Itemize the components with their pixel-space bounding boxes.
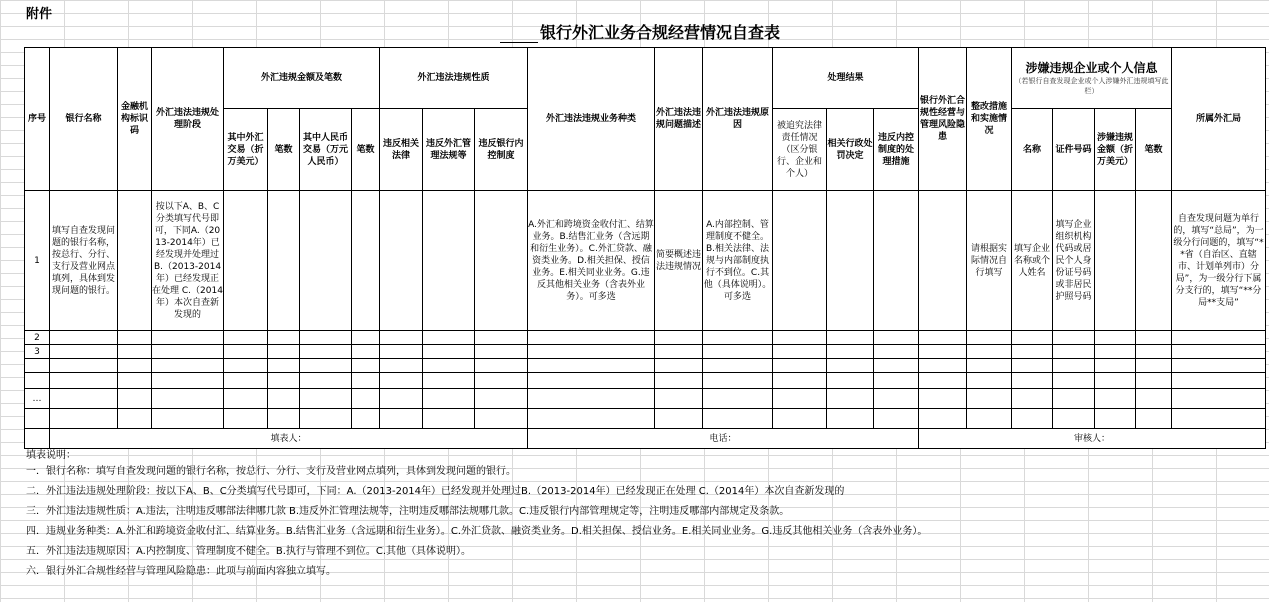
table-cell[interactable] <box>268 373 300 389</box>
note-line: 填表说明： <box>26 450 76 461</box>
table-cell[interactable] <box>773 409 827 429</box>
col-admin-penalty: 相关行政处罚决定 <box>827 109 874 191</box>
example-rmb-amount[interactable] <box>300 191 352 331</box>
filler-label: 填表人： <box>50 429 528 449</box>
col-nature-law: 违反相关法律 <box>380 109 423 191</box>
table-cell[interactable] <box>919 373 967 389</box>
table-cell[interactable] <box>1136 331 1172 345</box>
table-cell[interactable] <box>50 389 118 409</box>
table-cell[interactable] <box>1172 331 1266 345</box>
table-cell[interactable] <box>352 389 380 409</box>
example-nature-internal[interactable] <box>475 191 528 331</box>
table-cell[interactable] <box>475 389 528 409</box>
table-cell[interactable] <box>1053 359 1095 373</box>
row-number <box>25 359 50 373</box>
table-cell[interactable] <box>475 373 528 389</box>
example-involved-id[interactable]: 填写企业组织机构代码或居民个人身份证号码或非居民护照号码 <box>1053 191 1095 331</box>
table-row <box>25 389 1266 409</box>
note-line: 六．银行外汇合规性经营与管理风险隐患：此项与前面内容独立填写。 <box>26 566 336 577</box>
table-cell[interactable] <box>268 331 300 345</box>
col-fx-count: 笔数 <box>268 109 300 191</box>
table-row <box>25 359 1266 373</box>
row-number <box>25 409 50 429</box>
example-problem-desc[interactable]: 简要概述违法违规情况 <box>655 191 703 331</box>
table-cell[interactable] <box>1095 389 1136 409</box>
col-business-type: 外汇违法违规业务种类 <box>528 48 655 191</box>
col-problem-desc: 外汇违法违规问题描述 <box>655 48 703 191</box>
instructions <box>26 449 1256 585</box>
table-cell[interactable] <box>528 373 655 389</box>
table-cell[interactable] <box>1136 389 1172 409</box>
table-cell[interactable] <box>152 409 224 429</box>
table-cell[interactable] <box>528 331 655 345</box>
table-cell[interactable] <box>1012 359 1053 373</box>
table-cell[interactable] <box>300 345 352 359</box>
table-cell[interactable] <box>874 359 919 373</box>
example-business-type[interactable]: A.外汇和跨境资金收付汇、结算业务。B.结售汇业务（含远期和衍生业务）。C.外汇贷款、融资类业务。D.相关担保、授信业务。E.相关同业业务。G.违反其他相关业务（含表外业务）。可多选 <box>528 191 655 331</box>
reviewer-label: 审核人： <box>919 429 1266 449</box>
table-cell[interactable] <box>827 409 874 429</box>
table-row <box>25 345 1266 359</box>
table-cell[interactable] <box>268 389 300 409</box>
table-cell[interactable] <box>655 331 703 345</box>
involved-group-note: （若银行自查发现企业或个人涉嫌外汇违规填写此栏） <box>1014 76 1169 95</box>
table-cell[interactable] <box>300 331 352 345</box>
table-cell[interactable] <box>827 331 874 345</box>
table-cell[interactable] <box>423 331 475 345</box>
table-cell[interactable] <box>380 389 423 409</box>
note-line: 四．违规业务种类：A.外汇和跨境资金收付汇、结算业务。B.结售汇业务（含远期和衍生业务）。C.外汇贷款、融资类业务。D.相关担保、授信业务。E.相关同业业务。G.违反其他相关业务（含表外业务）。 <box>26 526 928 537</box>
col-involved-group <box>1012 48 1172 109</box>
table-cell[interactable] <box>827 359 874 373</box>
table-cell[interactable] <box>874 373 919 389</box>
table-row <box>25 373 1266 389</box>
example-nature-law[interactable] <box>380 191 423 331</box>
table-cell[interactable] <box>224 345 268 359</box>
table-cell[interactable] <box>1053 345 1095 359</box>
table-cell[interactable] <box>1136 409 1172 429</box>
example-involved-name[interactable]: 填写企业名称或个人姓名 <box>1012 191 1053 331</box>
table-cell[interactable] <box>1012 373 1053 389</box>
table-cell[interactable] <box>874 409 919 429</box>
table-cell[interactable] <box>118 373 152 389</box>
table-cell[interactable] <box>50 331 118 345</box>
table-cell[interactable] <box>423 409 475 429</box>
table-cell[interactable] <box>475 345 528 359</box>
table-cell[interactable] <box>268 345 300 359</box>
table-cell[interactable] <box>655 345 703 359</box>
table-cell[interactable] <box>1172 359 1266 373</box>
example-bank-name[interactable]: 填写自查发现问题的银行名称，按总行、分行、支行及营业网点填列，具体到发现问题的银行。 <box>50 191 118 331</box>
table-cell[interactable] <box>352 359 380 373</box>
example-row <box>25 191 1266 331</box>
col-result-group: 处理结果 <box>773 48 919 109</box>
table-cell[interactable] <box>118 359 152 373</box>
table-cell[interactable] <box>1095 409 1136 429</box>
table-cell[interactable] <box>224 409 268 429</box>
table-cell[interactable] <box>423 373 475 389</box>
example-risk[interactable] <box>919 191 967 331</box>
bank-name-blank[interactable] <box>500 28 538 43</box>
table-cell[interactable] <box>152 331 224 345</box>
table-cell[interactable] <box>773 331 827 345</box>
col-inst-code: 金融机构标识码 <box>118 48 152 191</box>
footer-row <box>25 429 1266 449</box>
table-cell[interactable] <box>528 345 655 359</box>
table-cell[interactable] <box>703 389 773 409</box>
footer-seq <box>25 429 50 449</box>
note-line: 二．外汇违法违规处理阶段：按以下A、B、C分类填写代号即可，下同：A.（2013-2014年）已经发现并处理过B.（2013-2014年）已经发现正在处理 C.（2014年）本次自查新发现的 <box>26 486 845 497</box>
example-fx-amount[interactable] <box>224 191 268 331</box>
table-cell[interactable] <box>827 373 874 389</box>
involved-group-title: 涉嫌违规企业或个人信息 <box>1025 60 1158 75</box>
table-cell[interactable] <box>1095 359 1136 373</box>
table-cell[interactable] <box>50 345 118 359</box>
example-nature-fx-rules[interactable] <box>423 191 475 331</box>
table-cell[interactable] <box>773 345 827 359</box>
table-cell[interactable] <box>300 359 352 373</box>
example-branch[interactable]: 自查发现问题为单行的，填写“总局”，为一级分行问题的，填写“**省（自治区、直辖市、计划单列市）分局”，为一级分行下属分支行的，填写“**分局**支局” <box>1172 191 1266 331</box>
table-cell[interactable] <box>1012 389 1053 409</box>
example-cause[interactable]: A.内部控制、管理制度不健全。B.相关法律、法规与内部制度执行不到位。C.其他（具体说明）。可多选 <box>703 191 773 331</box>
table-cell[interactable] <box>380 373 423 389</box>
col-involved-name: 名称 <box>1012 109 1053 191</box>
col-involved-count: 笔数 <box>1136 109 1172 191</box>
note-line: 一．银行名称：填写自查发现问题的银行名称，按总行、分行、支行及营业网点填列，具体到发现问题的银行。 <box>26 466 516 477</box>
table-cell[interactable] <box>874 389 919 409</box>
table-row <box>25 409 1266 429</box>
row-number: … <box>25 389 50 409</box>
table-cell[interactable] <box>1012 409 1053 429</box>
table-cell[interactable] <box>423 389 475 409</box>
col-amount-group: 外汇违规金额及笔数 <box>224 48 380 109</box>
table-cell[interactable] <box>300 409 352 429</box>
table-cell[interactable] <box>703 345 773 359</box>
table-cell[interactable] <box>1136 359 1172 373</box>
table-cell[interactable] <box>224 331 268 345</box>
table-cell[interactable] <box>300 373 352 389</box>
table-cell[interactable] <box>655 409 703 429</box>
table-cell[interactable] <box>50 373 118 389</box>
table-cell[interactable] <box>152 345 224 359</box>
example-fx-count[interactable] <box>268 191 300 331</box>
table-cell[interactable] <box>1172 409 1266 429</box>
form-title <box>300 20 980 43</box>
table-cell[interactable] <box>874 345 919 359</box>
table-cell[interactable] <box>773 359 827 373</box>
table-cell[interactable] <box>773 389 827 409</box>
example-accountability[interactable] <box>773 191 827 331</box>
example-involved-amount[interactable] <box>1095 191 1136 331</box>
example-inst-code[interactable] <box>118 191 152 331</box>
table-cell[interactable] <box>1053 331 1095 345</box>
table-cell[interactable] <box>268 359 300 373</box>
table-cell[interactable] <box>1095 331 1136 345</box>
table-cell[interactable] <box>967 389 1012 409</box>
table-cell[interactable] <box>703 359 773 373</box>
example-admin-penalty[interactable] <box>827 191 874 331</box>
table-cell[interactable] <box>703 331 773 345</box>
note-line: 三．外汇违法违规性质：A.违法，注明违反哪部法律哪几款 B.违反外汇管理法规等，注明违反哪部法规哪几款。C.违反银行内部管理规定等，注明违反哪部内部规定及条款。 <box>26 506 790 517</box>
table-cell[interactable] <box>919 331 967 345</box>
col-nature-internal: 违反银行内控制度 <box>475 109 528 191</box>
row-number: 3 <box>25 345 50 359</box>
table-cell[interactable] <box>967 409 1012 429</box>
table-cell[interactable] <box>224 373 268 389</box>
col-nature-fx-rules: 违反外汇管理法规等 <box>423 109 475 191</box>
table-cell[interactable] <box>773 373 827 389</box>
table-cell[interactable] <box>919 345 967 359</box>
table-cell[interactable] <box>380 331 423 345</box>
col-accountability: 被追究法律责任情况（区分银行、企业和个人） <box>773 109 827 191</box>
table-cell[interactable] <box>352 373 380 389</box>
table-cell[interactable] <box>703 409 773 429</box>
col-fx-amount: 其中外汇交易（折万美元） <box>224 109 268 191</box>
self-check-table <box>24 47 1266 449</box>
example-internal-measures[interactable] <box>874 191 919 331</box>
table-cell[interactable] <box>967 373 1012 389</box>
table-cell[interactable] <box>380 345 423 359</box>
table-cell[interactable] <box>1136 373 1172 389</box>
example-rectification[interactable]: 请根据实际情况自行填写 <box>967 191 1012 331</box>
phone-label: 电话： <box>528 429 919 449</box>
col-involved-amount: 涉嫌违规金额（折万美元） <box>1095 109 1136 191</box>
table-cell[interactable] <box>423 359 475 373</box>
attachment-label: 附件 <box>26 7 53 22</box>
table-cell[interactable] <box>1172 389 1266 409</box>
table-cell[interactable] <box>967 359 1012 373</box>
table-cell[interactable] <box>827 389 874 409</box>
table-cell[interactable] <box>528 409 655 429</box>
table-cell[interactable] <box>352 409 380 429</box>
table-cell[interactable] <box>1012 331 1053 345</box>
table-cell[interactable] <box>352 345 380 359</box>
table-cell[interactable] <box>1095 373 1136 389</box>
example-stage[interactable]: 按以下A、B、C分类填写代号即可，下同A.（2013-2014年）已经发现并处理过B.（2013-2014年）已经发现正在处理 C.（2014年）本次自查新发现的 <box>152 191 224 331</box>
table-cell[interactable] <box>655 373 703 389</box>
table-cell[interactable] <box>827 345 874 359</box>
col-bank-name: 银行名称 <box>50 48 118 191</box>
table-cell[interactable] <box>1172 373 1266 389</box>
col-cause: 外汇违法违规原因 <box>703 48 773 191</box>
note-line: 五．外汇违法违规原因：A.内控制度、管理制度不健全。B.执行与管理不到位。C.其他（具体说明）。 <box>26 546 472 557</box>
table-cell[interactable] <box>1172 345 1266 359</box>
table-cell[interactable] <box>475 409 528 429</box>
table-cell[interactable] <box>919 409 967 429</box>
row-number <box>25 373 50 389</box>
table-cell[interactable] <box>1136 345 1172 359</box>
table-cell[interactable] <box>919 359 967 373</box>
example-seq: 1 <box>25 191 50 331</box>
table-cell[interactable] <box>1095 345 1136 359</box>
table-cell[interactable] <box>50 359 118 373</box>
table-cell[interactable] <box>118 345 152 359</box>
table-cell[interactable] <box>352 331 380 345</box>
example-involved-count[interactable] <box>1136 191 1172 331</box>
row-number: 2 <box>25 331 50 345</box>
table-cell[interactable] <box>967 331 1012 345</box>
table-cell[interactable] <box>1053 373 1095 389</box>
table-cell[interactable] <box>380 409 423 429</box>
table-cell[interactable] <box>224 389 268 409</box>
table-cell[interactable] <box>118 389 152 409</box>
blank-rows <box>25 331 1266 429</box>
table-cell[interactable] <box>528 389 655 409</box>
table-cell[interactable] <box>152 359 224 373</box>
table-cell[interactable] <box>268 409 300 429</box>
col-rmb-amount: 其中人民币交易（万元人民币） <box>300 109 352 191</box>
table-cell[interactable] <box>475 359 528 373</box>
table-cell[interactable] <box>919 389 967 409</box>
form-title-text: 银行外汇业务合规经营情况自查表 <box>539 23 780 42</box>
table-row <box>25 331 1266 345</box>
col-branch: 所属外汇局 <box>1172 48 1266 191</box>
table-cell[interactable] <box>118 331 152 345</box>
table-cell[interactable] <box>1012 345 1053 359</box>
table-cell[interactable] <box>475 331 528 345</box>
table-cell[interactable] <box>423 345 475 359</box>
table-cell[interactable] <box>50 409 118 429</box>
col-internal-measures: 违反内控制度的处理措施 <box>874 109 919 191</box>
example-rmb-count[interactable] <box>352 191 380 331</box>
col-risk: 银行外汇合规性经营与管理风险隐患 <box>919 48 967 191</box>
table-cell[interactable] <box>1053 389 1095 409</box>
col-rmb-count: 笔数 <box>352 109 380 191</box>
col-nature-group: 外汇违法违规性质 <box>380 48 528 109</box>
table-cell[interactable] <box>655 389 703 409</box>
col-stage: 外汇违法违规处理阶段 <box>152 48 224 191</box>
col-involved-id: 证件号码 <box>1053 109 1095 191</box>
table-cell[interactable] <box>380 359 423 373</box>
table-cell[interactable] <box>1053 409 1095 429</box>
table-cell[interactable] <box>528 359 655 373</box>
table-cell[interactable] <box>152 389 224 409</box>
col-seq: 序号 <box>25 48 50 191</box>
table-cell[interactable] <box>703 373 773 389</box>
table-cell[interactable] <box>967 345 1012 359</box>
table-cell[interactable] <box>874 331 919 345</box>
table-cell[interactable] <box>655 359 703 373</box>
col-rectification: 整改措施和实施情况 <box>967 48 1012 191</box>
table-cell[interactable] <box>152 373 224 389</box>
table-cell[interactable] <box>118 409 152 429</box>
table-cell[interactable] <box>300 389 352 409</box>
table-cell[interactable] <box>224 359 268 373</box>
